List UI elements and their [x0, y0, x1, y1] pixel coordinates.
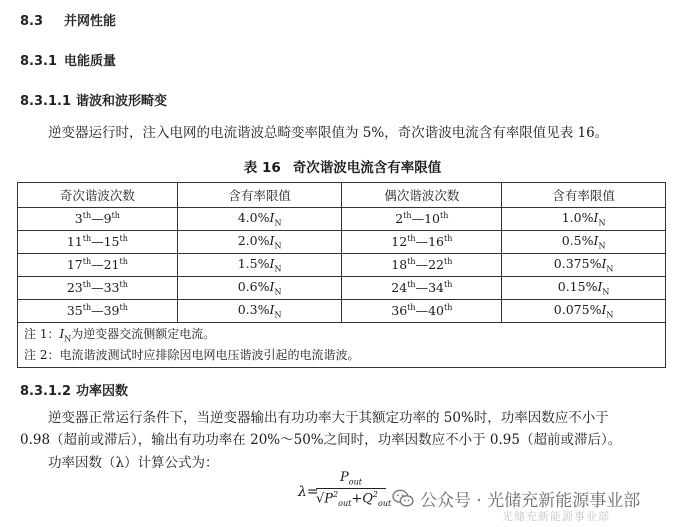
limit-value: 1.0%: [561, 210, 594, 226]
den-q: Q: [362, 490, 373, 506]
formula-lhs: λ=: [298, 484, 319, 500]
th-sup: th: [443, 303, 453, 313]
order-from: 24: [391, 280, 408, 296]
th-sup: th: [82, 303, 92, 313]
th-sup: th: [443, 257, 453, 267]
current-subscript: N: [602, 287, 610, 297]
even-limit-cell: [502, 254, 666, 277]
den-q-sup: 2: [372, 489, 378, 499]
section-number: 8.3: [20, 14, 44, 29]
order-to: 22: [428, 257, 444, 273]
subsubsection-number: 8.3.1.1: [20, 94, 71, 109]
note-1-text: 为逆变器交流侧额定电流。: [71, 327, 216, 341]
th-sup: th: [82, 211, 92, 221]
den-q-sub: out: [378, 498, 392, 508]
dash: —: [91, 234, 104, 250]
odd-order-cell: [18, 277, 178, 300]
current-symbol: I: [593, 210, 599, 226]
numerator-sub: out: [348, 477, 362, 487]
sqrt-sign: √: [316, 490, 325, 506]
subsubsection-number: 8.3.1.2: [20, 384, 71, 399]
table-row: [18, 300, 666, 323]
power-factor-paragraph-line-2: 0.98（超前或滞后），输出有功功率在 20%～50%之间时，功率因数应不小于 0.95（超前或滞后）。: [20, 432, 622, 448]
table-caption: [0, 156, 685, 176]
note-1-prefix: 注 1：: [24, 327, 60, 341]
odd-limit-cell: [177, 254, 342, 277]
harmonic-limits-table: [17, 182, 666, 368]
current-symbol: I: [597, 279, 603, 295]
order-from: 12: [391, 234, 408, 250]
even-order-cell: [342, 254, 502, 277]
header-odd-limit: 含有率限值: [177, 183, 342, 208]
current-symbol: I: [593, 233, 599, 249]
watermark: [392, 486, 641, 523]
subsection-title: 电能质量: [64, 54, 117, 69]
th-sup: th: [407, 234, 416, 244]
odd-limit-cell: [177, 231, 342, 254]
even-order-cell: [342, 208, 502, 231]
header-odd-order: 奇次谐波次数: [18, 183, 178, 208]
limit-value: 0.3%: [237, 302, 270, 318]
table-caption-number: 表 16: [243, 160, 281, 176]
even-order-cell: [342, 231, 502, 254]
subsubsection-title: 谐波和波形畸变: [76, 94, 168, 109]
order-to: 10: [424, 211, 440, 227]
th-sup: th: [407, 257, 416, 267]
th-sup: th: [443, 234, 453, 244]
watermark-text: 公众号 · 光储充新能源事业部: [420, 491, 641, 511]
even-limit-cell: [502, 277, 666, 300]
order-to: 15: [103, 234, 120, 250]
th-sup: th: [119, 234, 128, 244]
order-from: 23: [66, 280, 83, 296]
den-p: P: [324, 490, 334, 506]
dash: —: [91, 280, 104, 296]
th-sup: th: [119, 280, 128, 290]
odd-order-cell: [18, 300, 178, 323]
order-from: 36: [391, 303, 408, 319]
order-from: 35: [66, 303, 83, 319]
harmonics-paragraph: 逆变器运行时，注入电网的电流谐波总畸变率限值为 5%，奇次谐波电流含有率限值见表 16。: [48, 125, 609, 141]
current-subscript: N: [598, 241, 606, 251]
subsection-heading: [20, 50, 116, 69]
dash: —: [415, 303, 429, 319]
th-sup: th: [443, 280, 453, 290]
formula-intro: 功率因数（λ）计算公式为：: [48, 455, 219, 471]
odd-limit-cell: [177, 208, 342, 231]
dash: —: [415, 234, 429, 250]
current-subscript: N: [274, 310, 282, 320]
th-sup: th: [82, 234, 92, 244]
order-to: 16: [428, 234, 444, 250]
fraction-bar: [316, 488, 386, 489]
th-sup: th: [119, 303, 128, 313]
order-from: 17: [66, 257, 83, 273]
even-limit-cell: [502, 231, 666, 254]
note-1: [24, 326, 659, 347]
note-2: 注 2：电流谐波测试时应排除因电网电压谐波引起的电流谐波。: [24, 348, 360, 363]
dash: —: [91, 257, 104, 273]
current-subscript: N: [274, 241, 282, 251]
power-factor-paragraph-line-1: 逆变器正常运行条件下，当逆变器输出有功功率大于其额定功率的 50%时，功率因数应不小于: [48, 410, 609, 426]
dash: —: [411, 211, 425, 227]
current-subscript: N: [598, 218, 606, 228]
subsubsection-title: 功率因数: [76, 384, 129, 399]
order-from: 18: [391, 257, 408, 273]
even-order-cell: [342, 277, 502, 300]
dash: —: [415, 257, 429, 273]
subsection-number: 8.3.1: [20, 54, 58, 69]
table-row: [18, 254, 666, 277]
den-p-sub: out: [338, 498, 352, 508]
dash: —: [415, 280, 429, 296]
order-to: 33: [103, 280, 120, 296]
current-subscript: N: [606, 264, 614, 274]
odd-order-cell: [18, 231, 178, 254]
header-even-limit: 含有率限值: [502, 183, 666, 208]
current-symbol: I: [269, 210, 275, 226]
section-heading: [20, 10, 116, 29]
wechat-icon: [392, 489, 414, 509]
odd-order-cell: [18, 254, 178, 277]
order-to: 40: [428, 303, 444, 319]
th-sup: th: [82, 257, 92, 267]
th-sup: th: [440, 211, 449, 221]
table-notes: [18, 323, 666, 368]
order-from: 2: [395, 211, 404, 227]
current-symbol: I: [269, 233, 275, 249]
subsubsection-heading-harmonics: [20, 90, 167, 109]
table-notes-row: [18, 323, 666, 368]
th-sup: th: [119, 257, 128, 267]
odd-limit-cell: [177, 300, 342, 323]
limit-value: 2.0%: [237, 233, 270, 249]
odd-limit-cell: [177, 277, 342, 300]
order-to: 9: [103, 211, 112, 227]
current-subscript: N: [274, 264, 282, 274]
order-to: 34: [428, 280, 444, 296]
formula-numerator: [316, 470, 386, 487]
section-title: 并网性能: [64, 14, 117, 29]
current-subscript: N: [606, 310, 614, 320]
odd-order-cell: [18, 208, 178, 231]
note-1-symbol: I: [59, 327, 65, 341]
order-from: 11: [66, 234, 83, 250]
note-1-subscript: N: [64, 334, 72, 344]
even-order-cell: [342, 300, 502, 323]
order-from: 3: [74, 211, 83, 227]
formula-fraction: [316, 470, 392, 508]
den-plus: +: [351, 490, 363, 506]
dash: —: [91, 211, 104, 227]
current-symbol: I: [269, 256, 275, 272]
th-sup: th: [82, 280, 92, 290]
limit-value: 0.5%: [561, 233, 594, 249]
limit-value: 0.15%: [557, 279, 598, 295]
current-symbol: I: [269, 302, 275, 318]
subsubsection-heading-power-factor: [20, 380, 128, 399]
den-p-sup: 2: [333, 489, 339, 499]
limit-value: 1.5%: [237, 256, 270, 272]
dash: —: [91, 303, 104, 319]
table-row: [18, 231, 666, 254]
header-even-order: 偶次谐波次数: [342, 183, 502, 208]
th-sup: th: [407, 280, 416, 290]
order-to: 39: [103, 303, 120, 319]
current-subscript: N: [274, 287, 282, 297]
table-row: [18, 277, 666, 300]
even-limit-cell: [502, 208, 666, 231]
watermark-ghost: 光储充新能源事业部: [502, 510, 610, 523]
current-symbol: I: [269, 279, 275, 295]
table-caption-title: 奇次谐波电流含有率限值: [292, 160, 442, 176]
th-sup: th: [111, 211, 120, 221]
current-symbol: I: [601, 256, 607, 272]
even-limit-cell: [502, 300, 666, 323]
limit-value: 0.075%: [553, 302, 602, 318]
limit-value: 0.375%: [553, 256, 602, 272]
limit-value: 4.0%: [237, 210, 270, 226]
current-subscript: N: [274, 218, 282, 228]
limit-value: 0.6%: [237, 279, 270, 295]
th-sup: th: [407, 303, 416, 313]
order-to: 21: [103, 257, 120, 273]
current-symbol: I: [601, 302, 607, 318]
formula-denominator: [316, 489, 392, 508]
table-header-row: [18, 183, 666, 208]
table-row: [18, 208, 666, 231]
numerator-p: P: [340, 470, 349, 485]
th-sup: th: [403, 211, 412, 221]
